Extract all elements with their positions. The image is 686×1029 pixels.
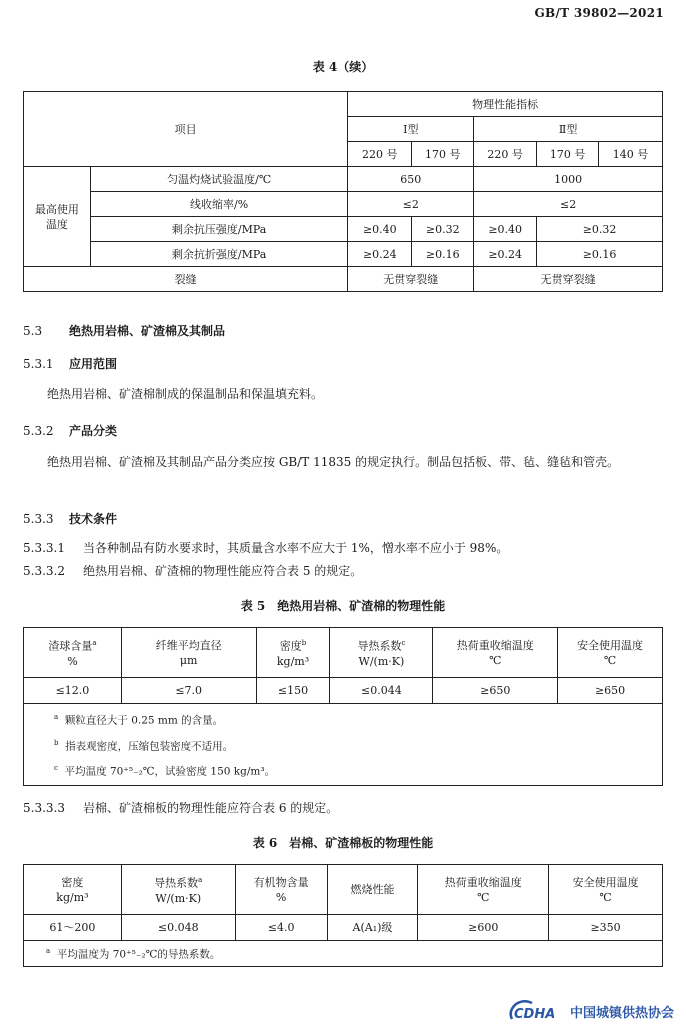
t6-cell: ≤4.0	[235, 915, 327, 941]
t4-cell: ≥0.16	[412, 242, 474, 267]
t5-header: 热荷重收缩温度 ℃	[433, 628, 558, 678]
t6-cell: ≤0.048	[121, 915, 235, 941]
cdha-logo-icon	[506, 999, 566, 1023]
paragraph: 绝热用岩棉、矿渣棉及其制品产品分类应按 GB/T 11835 的规定执行。制品包括板、带、毡、缝毡和管壳。	[47, 455, 620, 469]
t4-type1: Ⅰ型	[348, 117, 474, 142]
clause-5-3-3-1: 5.3.3.1 当各种制品有防水要求时，其质量含水率不应大于 1%，憎水率不应小于 98%。	[23, 541, 509, 555]
t6-cell: ≥600	[418, 915, 549, 941]
t6-header: 有机物含量 %	[235, 865, 327, 915]
t4-grade: 220 号	[474, 142, 537, 167]
t6-header: 密度 kg/m³	[24, 865, 122, 915]
t6-footnote: $^a$ 平均温度为 70⁺⁵₋₂℃的导热系数。	[24, 941, 663, 967]
t6-header: 导热系数$^a$ W/(m·K)	[121, 865, 235, 915]
watermark	[506, 999, 674, 1023]
t5-cell: ≤12.0	[24, 678, 122, 704]
t4-cell: 无贯穿裂缝	[348, 267, 474, 292]
t4-row-label: 线收缩率/%	[90, 192, 347, 217]
t6-cell: A(A₁)级	[327, 915, 418, 941]
footnote: $^b$ 指表观密度，压缩包装密度不适用。	[54, 738, 234, 753]
t4-grade: 170 号	[412, 142, 474, 167]
t5-cell: ≥650	[558, 678, 663, 704]
t4-cell: ≥0.40	[348, 217, 412, 242]
table5	[23, 627, 663, 786]
t4-cell: ≤2	[474, 192, 663, 217]
t4-cell: ≥0.32	[537, 217, 663, 242]
t5-header: 渣球含量$^a$ %	[24, 628, 122, 678]
t4-cell: ≥0.24	[474, 242, 537, 267]
t4-cell: ≤2	[348, 192, 474, 217]
t4-grade: 220 号	[348, 142, 412, 167]
t4-cell: ≥0.24	[348, 242, 412, 267]
t5-header: 安全使用温度 ℃	[558, 628, 663, 678]
t4-grade: 170 号	[537, 142, 599, 167]
t4-cell: 1000	[474, 167, 663, 192]
section-heading-5-3-3: 5.3.3 技术条件	[23, 512, 118, 526]
t5-cell: ≤0.044	[330, 678, 433, 704]
clause-5-3-3-3: 5.3.3.3 岩棉、矿渣棉板的物理性能应符合表 6 的规定。	[23, 801, 339, 815]
t4-project-header: 项目	[24, 92, 348, 167]
t4-cell: ≥0.40	[474, 217, 537, 242]
table6	[23, 864, 663, 967]
table5-caption: 表 5 绝热用岩棉、矿渣棉的物理性能	[240, 599, 446, 613]
t5-header: 导热系数$^c$ W/(m·K)	[330, 628, 433, 678]
t4-cell: ≥0.16	[537, 242, 663, 267]
paragraph: 绝热用岩棉、矿渣棉制成的保温制品和保温填充料。	[47, 387, 324, 401]
table6-caption: 表 6 岩棉、矿渣棉板的物理性能	[252, 836, 434, 850]
t5-header: 密度$^b$ kg/m³	[256, 628, 330, 678]
t4-cell: 650	[348, 167, 474, 192]
table4-caption: 表 4（续）	[312, 60, 374, 74]
t5-cell: ≤7.0	[121, 678, 256, 704]
t6-header: 燃烧性能	[327, 865, 418, 915]
t6-header: 热荷重收缩温度 ℃	[418, 865, 549, 915]
t4-row-label: 匀温灼烧试验温度/℃	[90, 167, 347, 192]
t4-type2: Ⅱ型	[474, 117, 663, 142]
t6-cell: ≥350	[549, 915, 663, 941]
t4-row-group-label: 最高使用温度	[24, 167, 91, 267]
clause-5-3-3-2: 5.3.3.2 绝热用岩棉、矿渣棉的物理性能应符合表 5 的规定。	[23, 564, 363, 578]
t5-cell: ≤150	[256, 678, 330, 704]
section-heading-5-3-2: 5.3.2 产品分类	[23, 424, 118, 438]
t5-footnotes	[24, 704, 663, 786]
t4-cell: ≥0.32	[412, 217, 474, 242]
t4-grade: 140 号	[599, 142, 663, 167]
t4-row-label: 剩余抗折强度/MPa	[90, 242, 347, 267]
table4	[23, 91, 663, 292]
section-heading-5-3: 5.3 绝热用岩棉、矿渣棉及其制品	[23, 324, 226, 338]
t5-header: 纤维平均直径 μm	[121, 628, 256, 678]
footnote: $^a$ 颗粒直径大于 0.25 mm 的含量。	[54, 713, 224, 727]
t4-crack-label: 裂缝	[24, 267, 348, 292]
t4-row-label: 剩余抗压强度/MPa	[90, 217, 347, 242]
t6-cell: 61～200	[24, 915, 122, 941]
footnote: $^c$ 平均温度 70⁺⁵₋₂℃，试验密度 150 kg/m³。	[54, 764, 276, 778]
t5-cell: ≥650	[433, 678, 558, 704]
t4-group-header: 物理性能指标	[348, 92, 663, 117]
section-heading-5-3-1: 5.3.1 应用范围	[23, 357, 118, 371]
logo-text: CDHA	[513, 1007, 556, 1022]
t6-header: 安全使用温度 ℃	[549, 865, 663, 915]
watermark-text: 中国城镇供热协会	[569, 1005, 674, 1021]
standard-number: GB/T 39802—2021	[534, 6, 664, 20]
t4-cell: 无贯穿裂缝	[474, 267, 663, 292]
